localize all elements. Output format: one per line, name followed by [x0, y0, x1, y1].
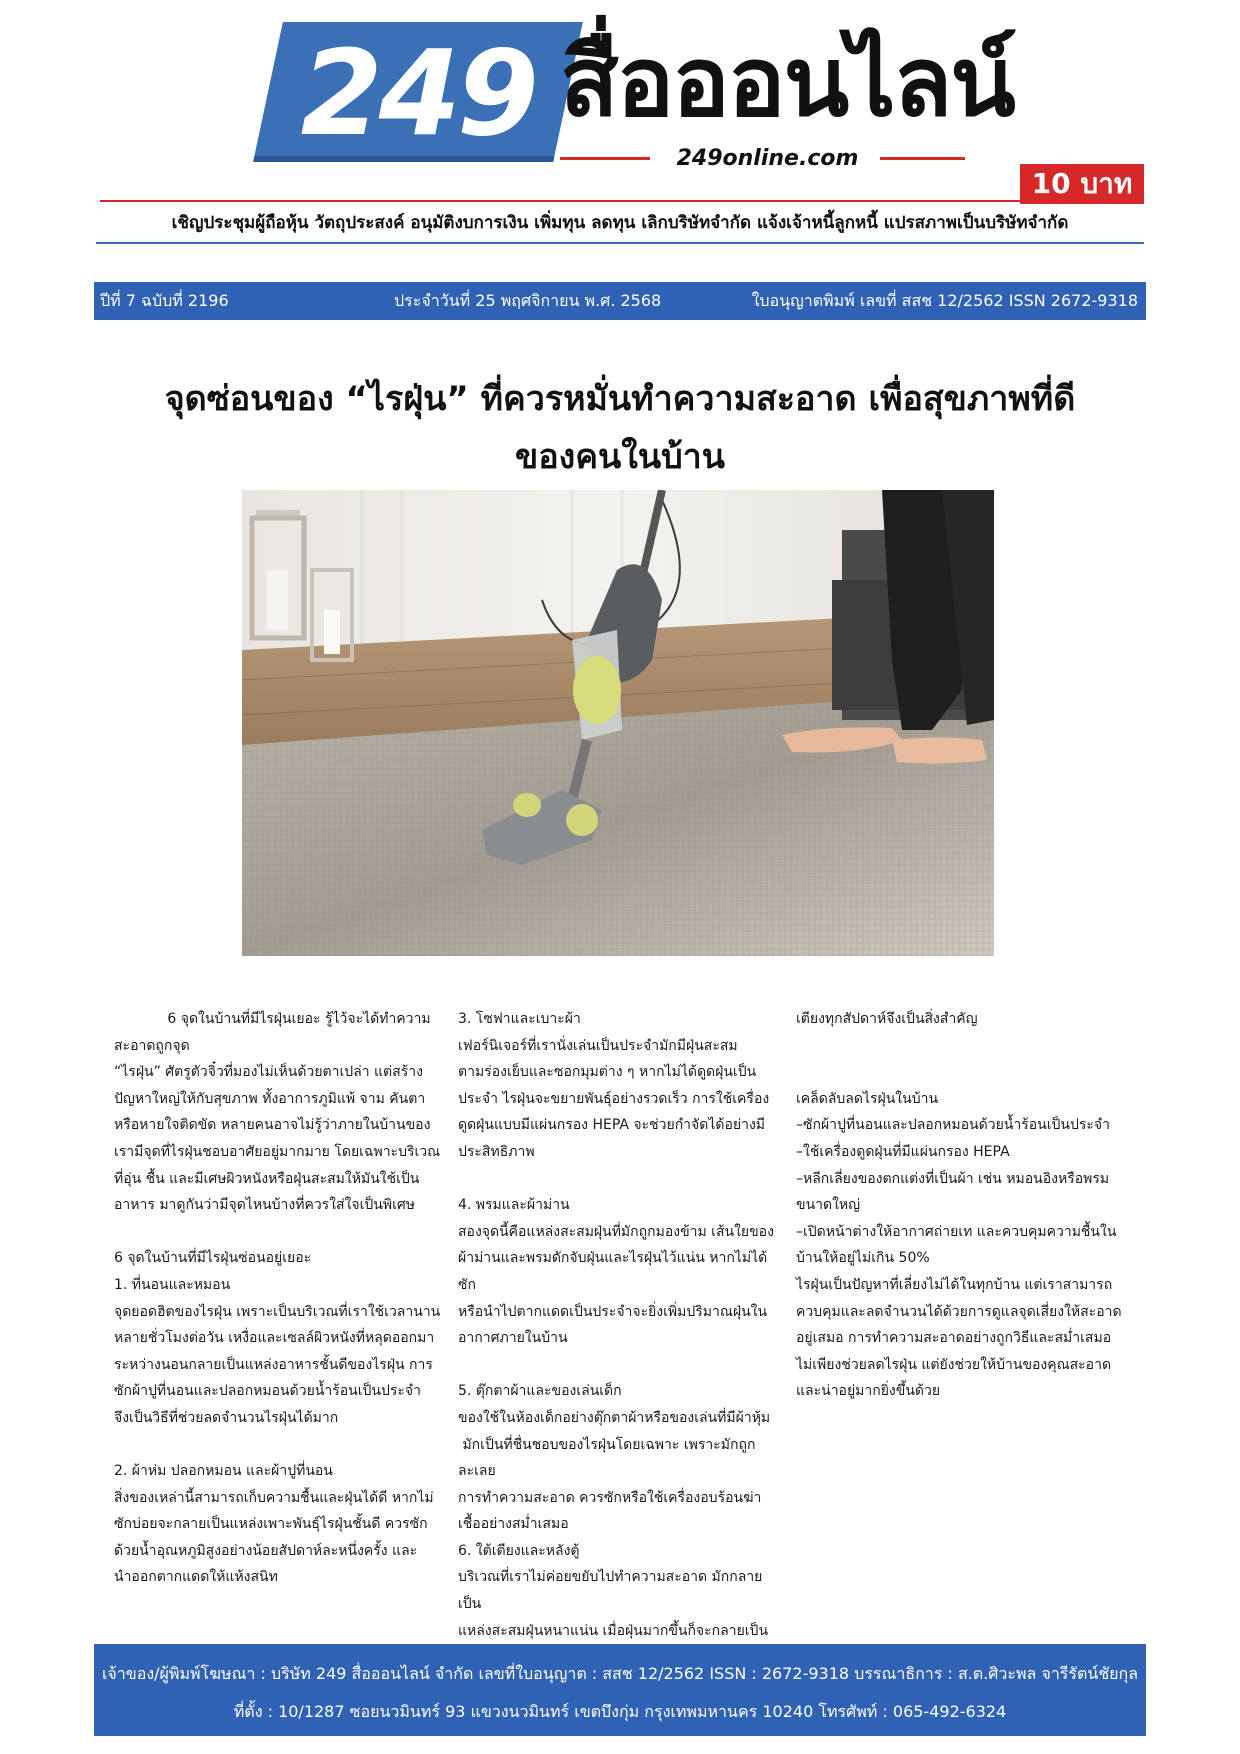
headline-line-2: ของคนในบ้าน — [514, 437, 725, 477]
website-label: 249online.com — [676, 146, 859, 171]
article-line: ด้วยน้ำอุณหภูมิสูงอย่างน้อยสัปดาห์ละหนึ่งครั้ง และ — [114, 1542, 418, 1559]
article-line: 4. พรมและผ้าม่าน — [458, 1197, 570, 1214]
article-line: อยู่เสมอ การทำความสะอาดอย่างถูกวิธีและสม่ำเสมอ — [796, 1330, 1112, 1347]
article-line: ดูดฝุ่นแบบมีแผ่นกรอง HEPA จะช่วยกำจัดได้อย่างมี — [458, 1117, 766, 1134]
article-line: สองจุดนี้คือแหล่งสะสมฝุ่นที่มักถูกมองข้าม เส้นใยของ — [458, 1223, 774, 1240]
article-line: 1. ที่นอนและหมอน — [114, 1276, 231, 1293]
article-line: –หลีกเลี่ยงของตกแต่งที่เป็นผ้า เช่น หมอนอิงหรือพรม — [796, 1170, 1110, 1187]
issue-bar — [94, 282, 1146, 320]
headline-line-1: จุดซ่อนของ “ไรฝุ่น” ที่ควรหมั่นทำความสะอาด เพื่อสุขภาพที่ดี — [164, 379, 1076, 419]
article-line: ซักผ้าปูที่นอนและปลอกหมอนด้วยน้ำร้อนเป็นประจำ — [114, 1383, 421, 1400]
article-line: หลายชั่วโมงต่อวัน เหงื่อและเซลล์ผิวหนังที่หลุดออกมา — [114, 1330, 435, 1347]
article-line: หรือนำไปตากแดดเป็นประจำจะยิ่งเพิ่มปริมาณฝุ่นใน — [458, 1303, 768, 1320]
article-line: “ไรฝุ่น” ศัตรูตัวจิ๋วที่มองไม่เห็นด้วยตาเปล่า แต่สร้าง — [114, 1064, 423, 1081]
article-line: ตามร่องเย็บและซอกมุมต่าง ๆ หากไม่ได้ดูดฝุ่นเป็น — [458, 1064, 757, 1081]
article-line: หรือหายใจติดขัด หลายคนอาจไม่รู้ว่าภายในบ้านของ — [114, 1117, 431, 1134]
masthead-blue-rule — [96, 242, 1144, 244]
article-line: 5. ตุ๊กตาผ้าและของเล่นเด็ก — [458, 1383, 622, 1400]
logo-divider-right — [880, 157, 965, 160]
article-line — [114, 1219, 446, 1246]
article-line — [796, 1033, 1126, 1060]
article-line: 6 จุดในบ้านที่มีไรฝุ่นซ่อนอยู่เยอะ — [114, 1250, 312, 1267]
article-column-2 — [458, 1006, 780, 1671]
article-line: การทำความสะอาด ควรซักหรือใช้เครื่องอบร้อนฆ่า — [458, 1489, 762, 1506]
article-line — [796, 1059, 1126, 1086]
article-line — [458, 1166, 780, 1193]
article-line: ประสิทธิภาพ — [458, 1143, 535, 1160]
article-line: อากาศภายในบ้าน — [458, 1330, 568, 1347]
article-line: ไรฝุ่นเป็นปัญหาที่เลี่ยงไม่ได้ในทุกบ้าน แต่เราสามารถ — [796, 1276, 1113, 1293]
article-line: 3. โซฟาและเบาะผ้า — [458, 1011, 581, 1027]
article-line: จุดยอดฮิตของไรฝุ่น เพราะเป็นบริเวณที่เราใช้เวลานาน — [114, 1303, 441, 1320]
article-photo-vacuum — [242, 490, 994, 956]
article-column-3 — [796, 1006, 1126, 1405]
article-line: –ซักผ้าปูที่นอนและปลอกหมอนด้วยน้ำร้อนเป็นประจำ — [796, 1117, 1110, 1134]
article-line: ปัญหาใหญ่ให้กับสุขภาพ ทั้งอาการภูมิแพ้ จาม คันตา — [114, 1090, 426, 1107]
masthead-red-rule — [100, 200, 1024, 202]
article-line: ควบคุมและลดจำนวนได้ด้วยการดูแลจุดเสี่ยงให้สะอาด — [796, 1303, 1122, 1320]
article-line: ที่อุ่น ชื้น และมีเศษผิวหนังหรือฝุ่นสะสมให้มันใช้เป็น — [114, 1170, 420, 1187]
article-line: ผ้าม่านและพรมดักจับฝุ่นและไรฝุ่นไว้แน่น หากไม่ได้ซัก — [458, 1250, 768, 1293]
article-line: เฟอร์นิเจอร์ที่เรานั่งเล่นเป็นประจำมักมีฝุ่นสะสม — [458, 1037, 738, 1054]
logo-wordmark: สื่อออนไลน์ — [560, 26, 1014, 138]
article-line: แหล่งสะสมฝุ่นหนาแน่น เมื่อฝุ่นมากขึ้นก็จะกลายเป็น — [458, 1622, 769, 1639]
article-line: จึงเป็นวิธีที่ช่วยลดจำนวนไรฝุ่นได้มาก — [114, 1409, 339, 1426]
article-line — [114, 1432, 446, 1459]
article-column-1 — [114, 1006, 446, 1591]
article-line: ซักบ่อยจะกลายเป็นแหล่งเพาะพันธุ์ไรฝุ่นชั้นดี ควรซัก — [114, 1516, 428, 1533]
article-line: –ใช้เครื่องดูดฝุ่นที่มีแผ่นกรอง HEPA — [796, 1143, 1010, 1160]
article-headline — [100, 370, 1140, 486]
article-line: สะอาดถูกจุด — [114, 1037, 190, 1054]
article-line: มักเป็นที่ชื่นชอบของไรฝุ่นโดยเฉพาะ เพราะมักถูกละเลย — [458, 1436, 756, 1480]
logo-number-block — [253, 22, 583, 162]
article-line: และน่าอยู่มากยิ่งขึ้นด้วย — [796, 1383, 941, 1400]
logo-number: 249 — [300, 24, 535, 162]
article-line: บริเวณที่เราไม่ค่อยขยับไปทำความสะอาด มักกลายเป็น — [458, 1569, 763, 1613]
footer-publisher-line: เจ้าของ/ผู้พิมพ์โฆษณา : บริษัท 249 สื่อออนไลน์ จำกัด เลขที่ใบอนุญาต : สสช 12/2562 ISSN : 2672-9318 บรรณาธิการ : ส.ต.ศิวะพล จารีรัตน์ชัยกุล — [101, 1664, 1139, 1683]
issue-number: ปีที่ 7 ฉบับที่ 2196 — [100, 291, 229, 310]
print-license: ใบอนุญาตพิมพ์ เลขที่ สสช 12/2562 ISSN 2672-9318 — [751, 291, 1138, 310]
publisher-footer — [94, 1644, 1146, 1736]
article-line: ระหว่างนอนกลายเป็นแหล่งอาหารชั้นดีของไรฝุ่น การ — [114, 1356, 433, 1373]
article-line: สิ่งของเหล่านี้สามารถเก็บความชื้นและฝุ่นได้ดี หากไม่ — [114, 1489, 434, 1506]
article-line: –เปิดหน้าต่างให้อากาศถ่ายเท และควบคุมความชื้นใน — [796, 1223, 1117, 1240]
article-line: ขนาดใหญ่ — [796, 1197, 861, 1214]
article-line: ของใช้ในห้องเด็กอย่างตุ๊กตาผ้าหรือของเล่นที่มีผ้าหุ้ม — [458, 1409, 771, 1426]
article-line: บ้านให้อยู่ไม่เกิน 50% — [796, 1250, 930, 1267]
footer-address-line: ที่ตั้ง : 10/1287 ซอยนวมินทร์ 93 แขวงนวมินทร์ เขตบึงกุ่ม กรุงเทพมหานคร 10240 โทรศัพท์ : 065-492-6324 — [233, 1702, 1007, 1721]
article-line: อาหาร มาดูกันว่ามีจุดไหนบ้างที่ควรใส่ใจเป็นพิเศษ — [114, 1197, 415, 1214]
article-line — [458, 1352, 780, 1379]
services-tagline: เชิญประชุมผู้ถือหุ้น วัตถุประสงค์ อนุมัติงบการเงิน เพิ่มทุน ลดทุน เลิกบริษัทจำกัด แจ้งเจ้าหนี้ลูกหนี้ แปรสภาพเป็นบริษัทจำกัด — [171, 213, 1069, 233]
price-badge: 10 บาท — [1020, 164, 1144, 204]
article-line: เคล็ดลับลดไรฝุ่นในบ้าน — [796, 1090, 939, 1107]
article-line: ประจำ ไรฝุ่นจะขยายพันธุ์อย่างรวดเร็ว การใช้เครื่อง — [458, 1090, 770, 1107]
article-line: 6 จุดในบ้านที่มีไรฝุ่นเยอะ รู้ไว้จะได้ทำความ — [114, 1011, 431, 1027]
article-line: 2. ผ้าห่ม ปลอกหมอน และผ้าปูที่นอน — [114, 1463, 333, 1480]
article-line: เชื้ออย่างสม่ำเสมอ — [458, 1516, 569, 1533]
article-line: 6. ใต้เตียงและหลังตู้ — [458, 1542, 580, 1559]
article-line: เตียงทุกสัปดาห์จึงเป็นสิ่งสำคัญ — [796, 1011, 978, 1027]
issue-date: ประจำวันที่ 25 พฤศจิกายน พ.ศ. 2568 — [394, 291, 662, 310]
article-line: นำออกตากแดดให้แห้งสนิท — [114, 1569, 278, 1586]
article-line: เรามีจุดที่ไรฝุ่นชอบอาศัยอยู่มากมาย โดยเฉพาะบริเวณ — [114, 1143, 441, 1160]
article-line: ไม่เพียงช่วยลดไรฝุ่น แต่ยังช่วยให้บ้านของคุณสะอาด — [796, 1356, 1112, 1373]
logo-divider-left — [560, 157, 650, 160]
